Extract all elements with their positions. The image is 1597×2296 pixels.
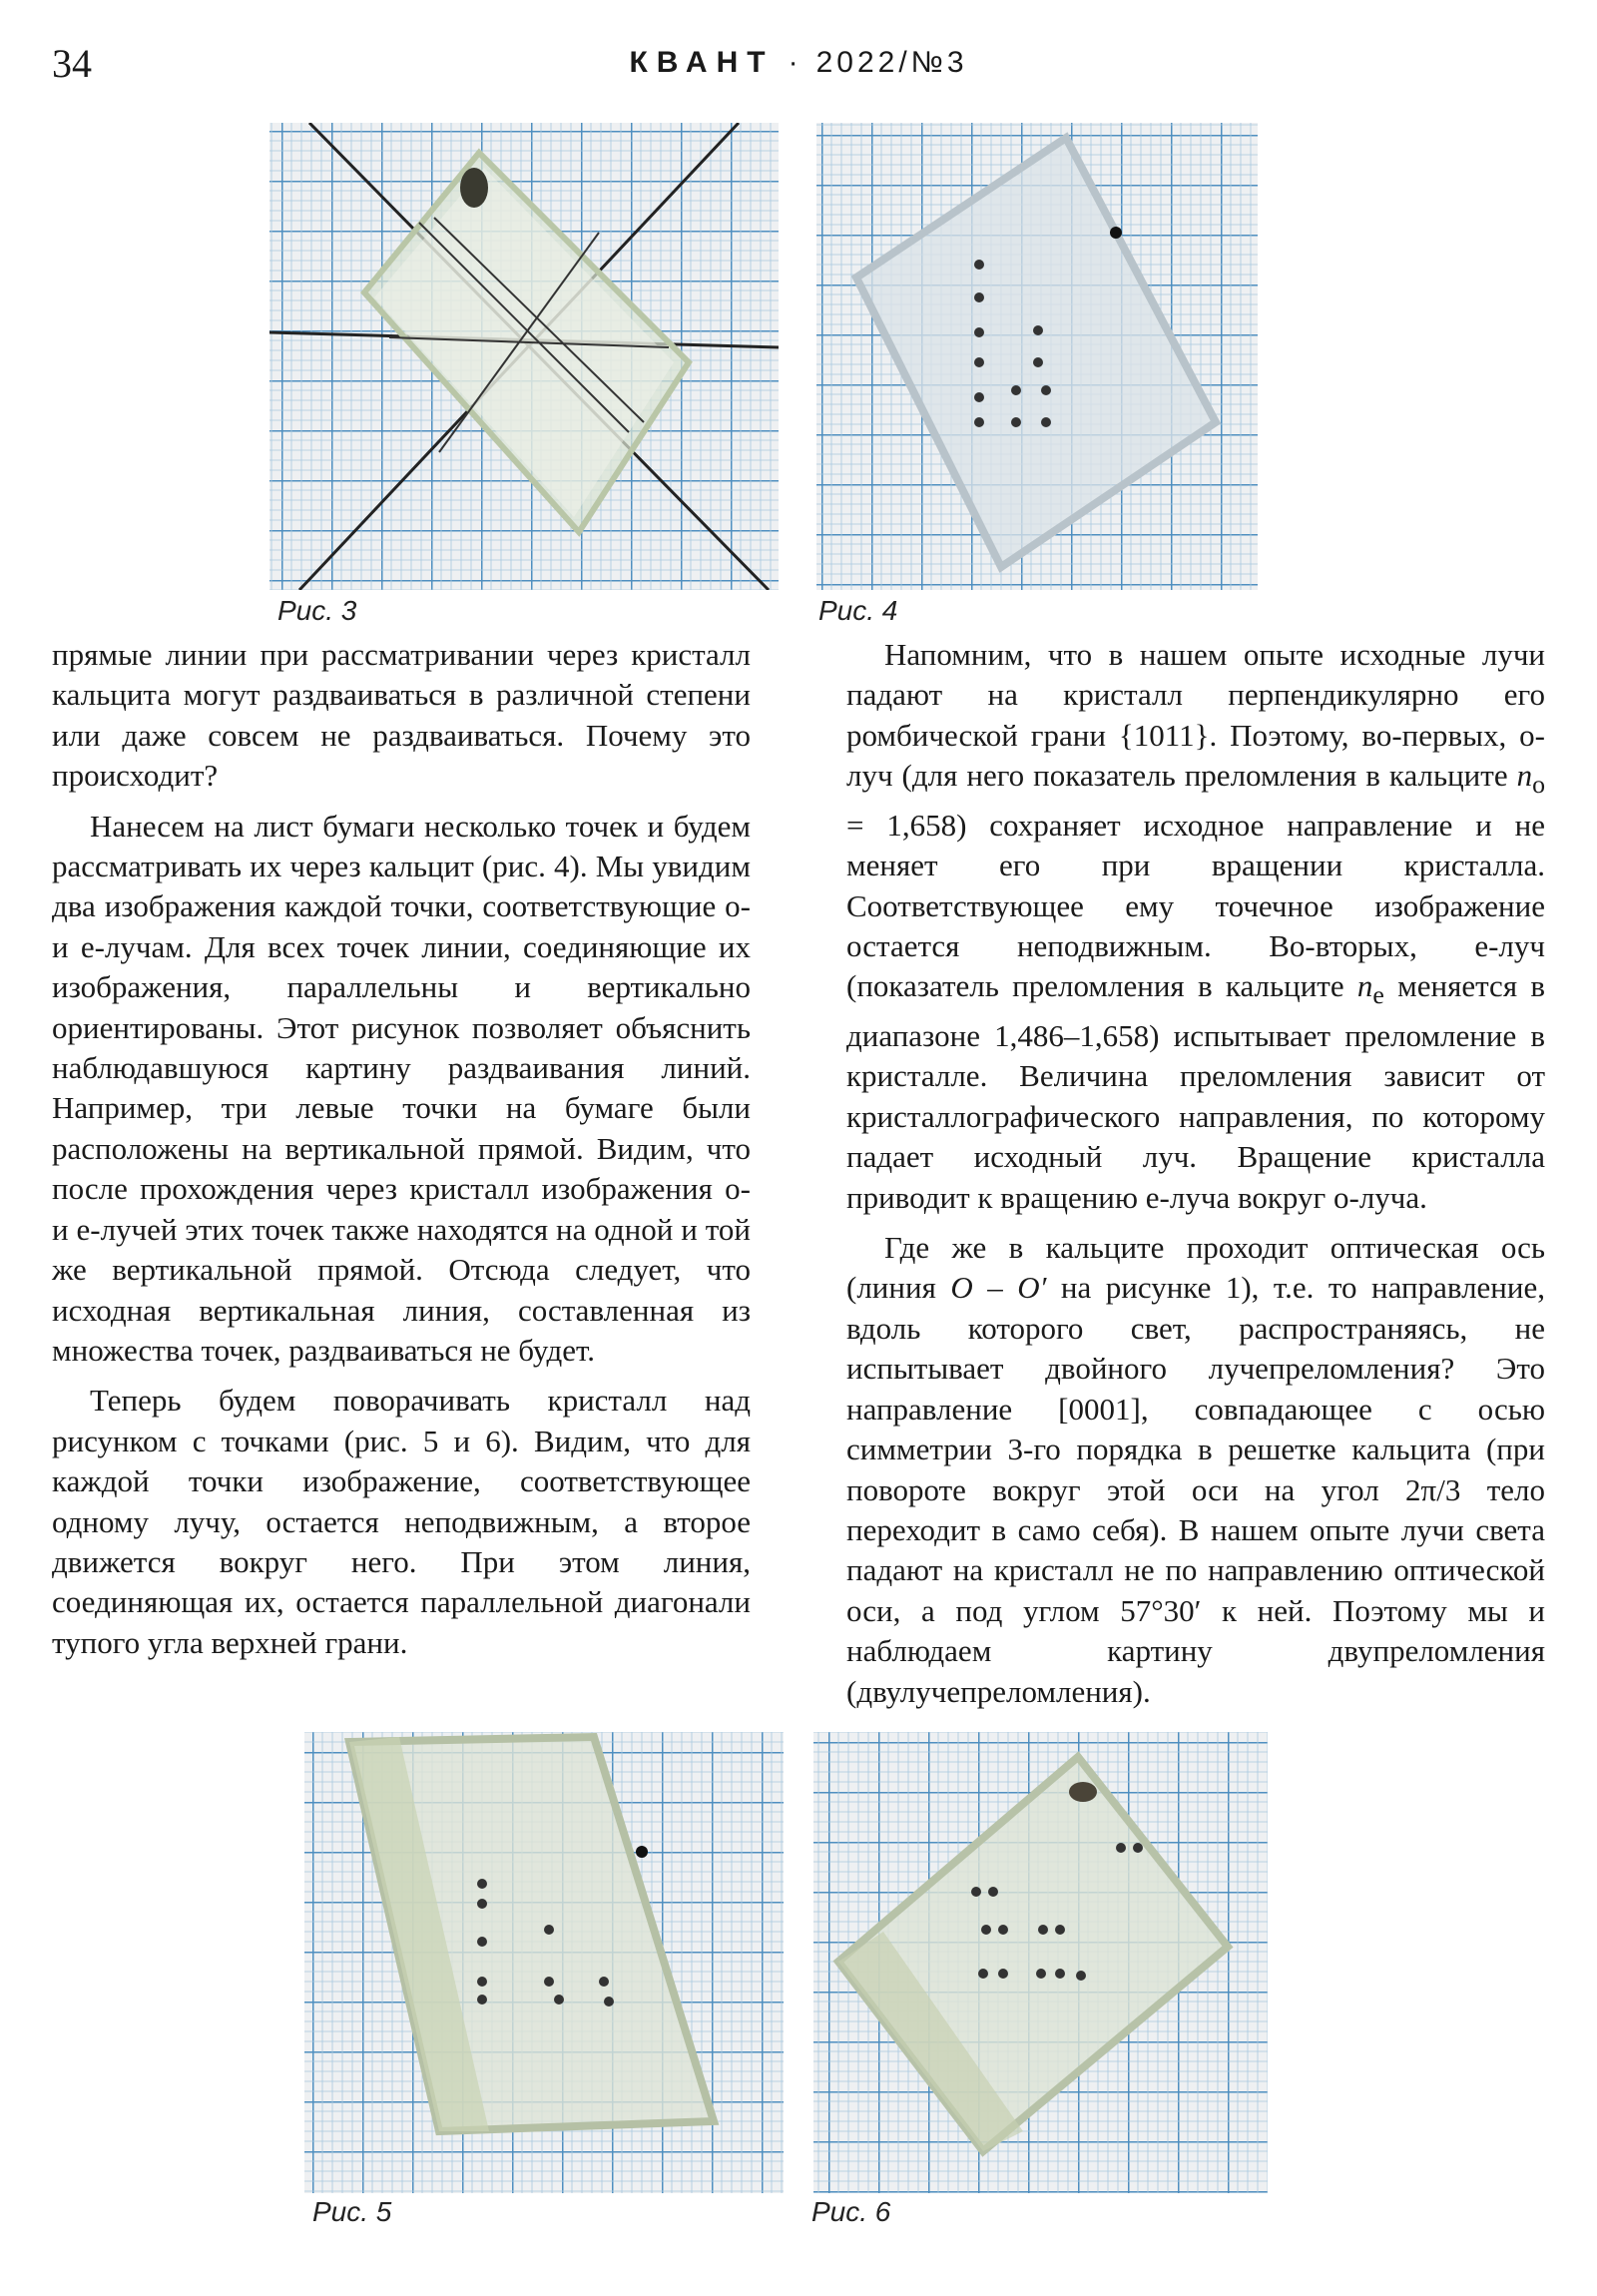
journal-issue: 2022/№3 [815, 46, 968, 79]
figure-3-image [269, 123, 779, 590]
left-paragraph-3: Теперь будем поворачивать кристалл над рисунком с точками (рис. 5 и 6). Видим, что для каждой точки изображение, соответствующее одному лучу, остается неподвижным, а второе движется вокруг него. При этом линия, соединяющая их, остается параллельной диагонали тупого угла верхней грани. [52, 1383, 751, 1660]
journal-name: КВАНТ [629, 46, 775, 79]
right-column [846, 635, 1545, 1712]
n-o-symbol: n [1516, 758, 1533, 794]
n-o-value: = 1,658 [846, 807, 957, 843]
figure-4-image [816, 123, 1258, 590]
n-e-symbol: n [1356, 968, 1373, 1004]
figure-4-caption: Рис. 4 [818, 595, 898, 626]
right-p1-text-a: Напомним, что в нашем опыте исходные лучи падают на кристалл перпендикулярно его ромбической грани {1011}. Поэтому, во-первых, о-луч (для него показатель преломления в кальците [846, 637, 1545, 794]
left-column [52, 635, 751, 1663]
left-paragraph-2: Нанесем на лист бумаги несколько точек и будем рассматривать их через кальцит (рис. 4). Мы увидим два изображения каждой точки, соответствующие о- и е-лучам. Для всех точек линии, соединяющие их изображения, параллельны и вертикально ориентированы. Этот рисунок позволяет объяснить наблюдавшуюся картину раздваивания линий. Например, три левые точки на бумаге были расположены на вертикальной прямой. Видим, что после прохождения через кристалл изображения о- и е-лучей этих точек также находятся на одной и той же вертикальной прямой. Отсюда следует, что исходная вертикальная линия, составленная из множества точек, раздваиваться не будет. [52, 808, 751, 1368]
figure-5-caption: Рис. 5 [312, 2196, 392, 2227]
right-p1-text-c: меняется в диапазоне 1,486–1,658) испытывает преломление в кристалле. Величина преломления зависит от кристаллографического направления, по которому падает исходный луч. Вращение кристалла приводит к вращению е-луча вокруг о-луча. [846, 968, 1545, 1215]
optical-axis-label: O – O′ [950, 1270, 1047, 1306]
right-paragraph-2 [846, 1228, 1545, 1712]
figure-3-caption: Рис. 3 [277, 595, 357, 626]
left-paragraph-1: прямые линии при рассматривании через кристалл кальцита могут раздваиваться в различной степени или даже совсем не раздваиваться. Почему это происходит? [52, 637, 751, 794]
journal-header [0, 46, 1597, 80]
right-p2-text-b: на рисунке 1), т.е. то направление, вдоль которого свет, распространяясь, не испытывает двойного лучепреломления? Это направление [0001], совпадающее с осью симметрии 3-го порядка в решетке кальцита (при повороте вокруг этой оси на угол 2π/3 тело переходит в само себя). В нашем опыте лучи света падают на кристалл не по направлению оптической оси, а под углом 57°30′ к ней. Поэтому мы и наблюдаем картину двупреломления (двулучепреломления). [846, 1270, 1545, 1709]
page-number: 34 [52, 41, 92, 86]
figure-6-caption: Рис. 6 [811, 2196, 891, 2227]
n-e-subscript: e [1372, 980, 1384, 1010]
right-paragraph-1 [846, 635, 1545, 1218]
right-p2-text-a: Где же в кальците проходит оптическая ось (линия [846, 1230, 1545, 1306]
calcite-crystal-with-crossed-lines-icon [269, 123, 779, 590]
header-separator: · [788, 46, 802, 79]
calcite-crystal-with-dots-icon [816, 123, 1258, 590]
n-o-subscript: o [1532, 770, 1545, 800]
right-p1-text-b: ) сохраняет исходное направление и не меняет его при вращении кристалла. Соответствующее ему точечное изображение остается неподвижным. Во-вторых, е-луч (показатель преломления в кальците [846, 807, 1546, 1004]
figure-6-image [813, 1732, 1268, 2193]
figure-5-image [304, 1732, 784, 2193]
calcite-crystal-rotated-icon [304, 1732, 784, 2193]
calcite-crystal-rotated-icon [813, 1732, 1268, 2193]
